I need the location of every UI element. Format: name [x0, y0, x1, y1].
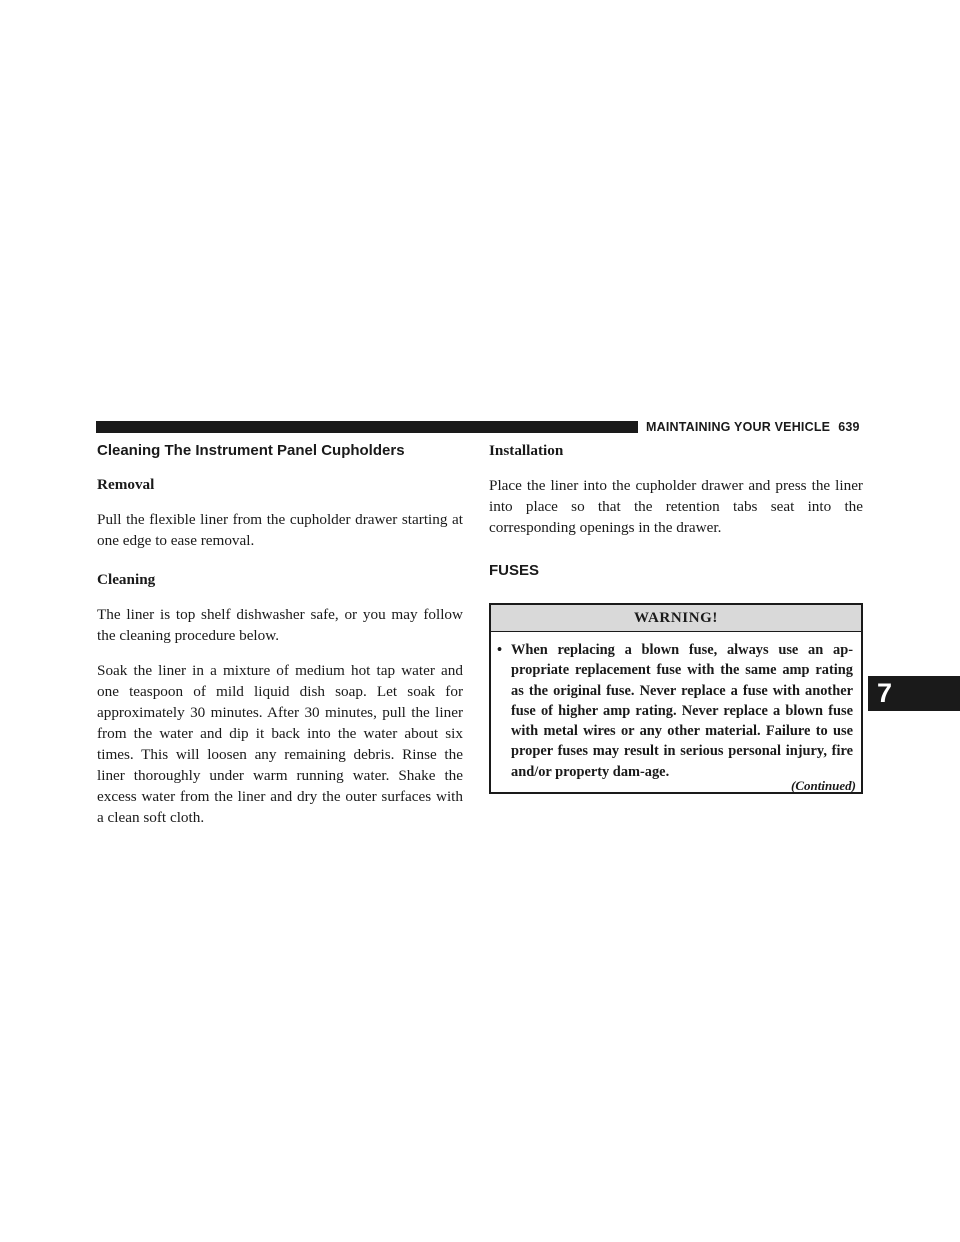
- section-label: MAINTAINING YOUR VEHICLE: [646, 420, 831, 434]
- running-header: [646, 420, 860, 434]
- chapter-tab: 7: [868, 676, 960, 711]
- cleaning-text-1: The liner is top shelf dishwasher safe, or you may follow the cleaning procedure below.: [97, 606, 463, 644]
- installation-text: Place the liner into the cupholder drawer and press the liner into place so that the retention tabs seat into the corresponding openings in the drawer.: [489, 477, 863, 536]
- cupholders-title: Cleaning The Instrument Panel Cupholders: [97, 442, 405, 459]
- cleaning-text-2: Soak the liner in a mixture of medium hot tap water and one teaspoon of mild liquid dish soap. Let soak for approximately 30 minutes. After 30 minutes, pull the liner from the water and dip it back into the water about six times. This will loosen any remaining debris. Rinse the liner thoroughly under warm running water. Shake the excess water from the liner and dry the outer surfaces with a clean soft cloth.: [97, 662, 463, 826]
- removal-heading: Removal: [97, 476, 155, 493]
- installation-heading: Installation: [489, 442, 564, 459]
- warning-text: When replacing a blown fuse, always use an ap-propriate replacement fuse with the same amp rating as the original fuse. Never replace a fuse with another fuse of higher amp rating. Never replace a blown fuse with metal wires or any other material. Failure to use proper fuses may result in serious personal injury, fire and/or property dam-age.: [511, 642, 853, 780]
- warning-box: [489, 603, 863, 794]
- warning-item: [497, 640, 853, 782]
- page-number: 639: [838, 420, 860, 434]
- continued-note: (Continued): [790, 778, 856, 793]
- fuses-title: FUSES: [489, 562, 540, 579]
- removal-text: Pull the flexible liner from the cupholder drawer starting at one edge to ease removal.: [97, 511, 463, 549]
- right-column: [489, 441, 863, 794]
- cleaning-heading: Cleaning: [97, 571, 156, 588]
- bullet-icon: •: [497, 642, 503, 658]
- header-rule: [96, 421, 638, 433]
- left-column: [97, 441, 463, 828]
- warning-body: [491, 632, 861, 792]
- warning-title: WARNING!: [491, 605, 861, 632]
